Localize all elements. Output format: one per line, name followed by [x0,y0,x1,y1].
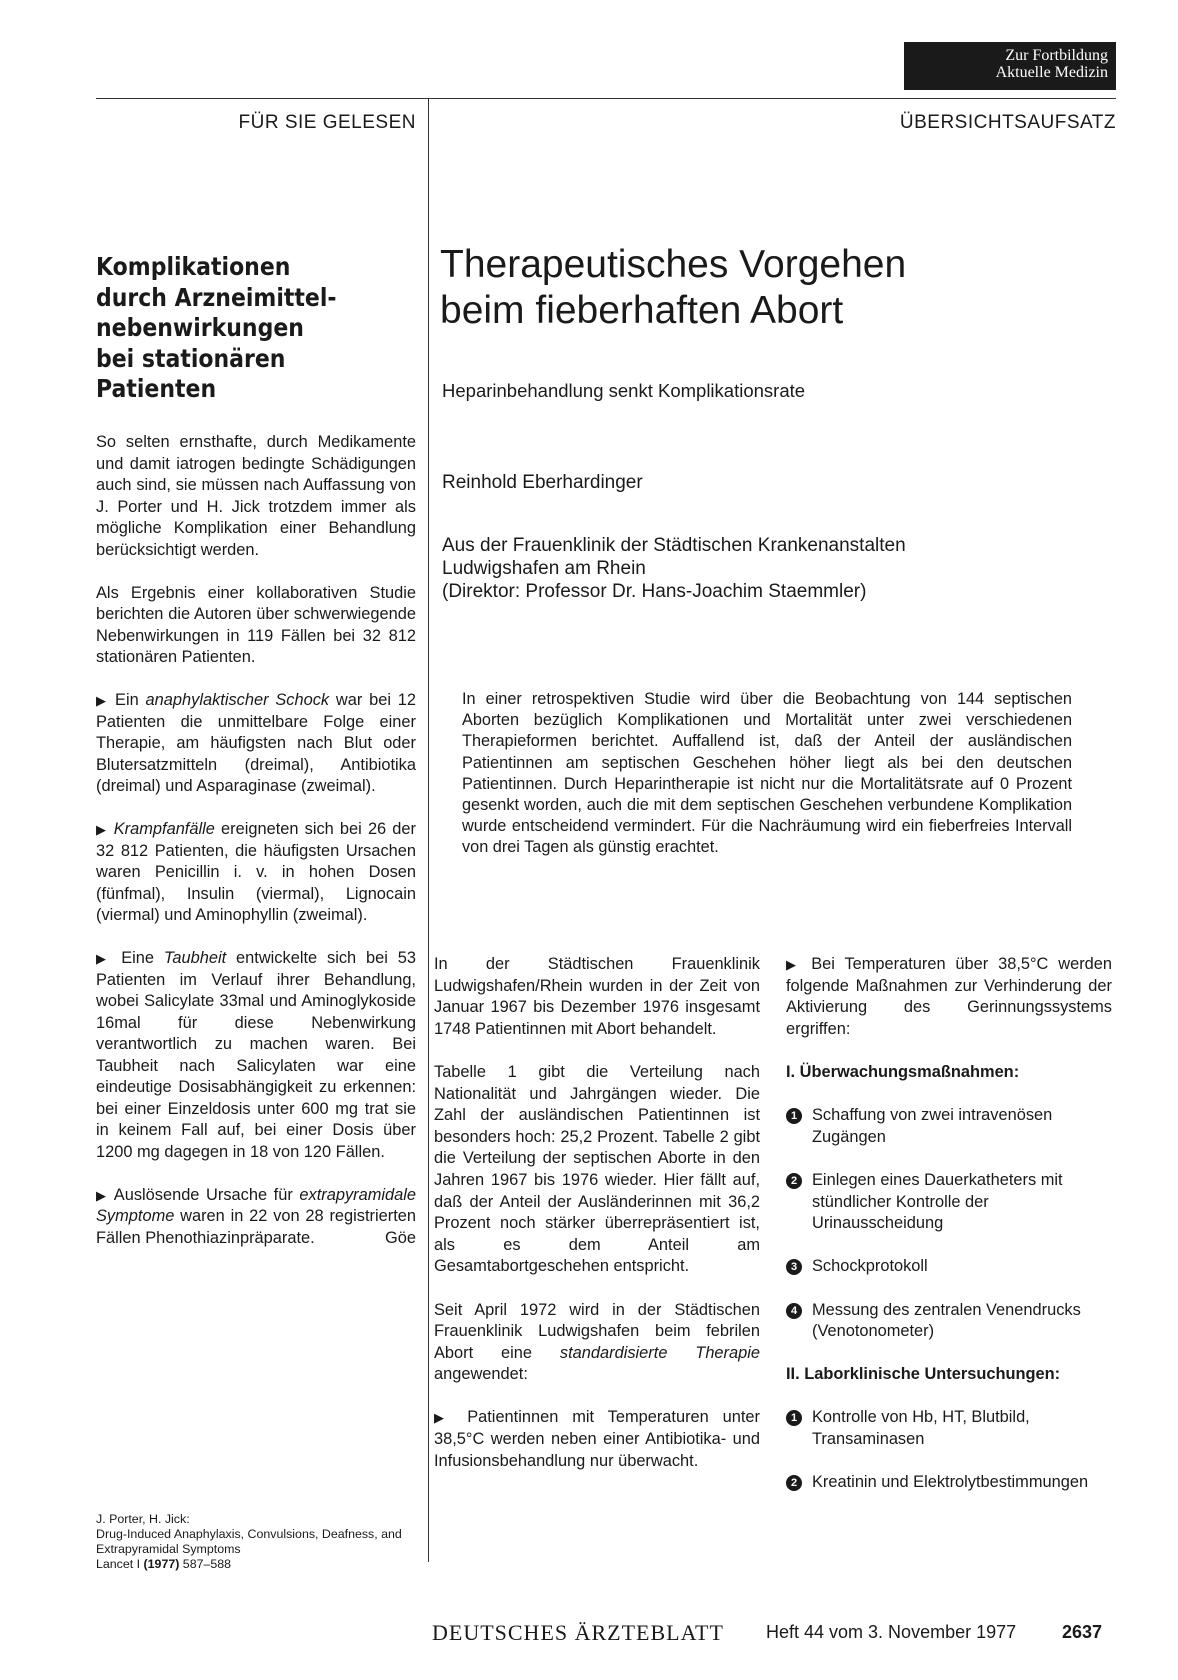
article-affiliation: Aus der Frauenklinik der Städtischen Krankenanstalten Ludwigshafen am Rhein (Direktor: Professor Dr. Hans-Joachim Staemmler) [442,535,906,602]
reference-title: Drug-Induced Anaphylaxis, Convulsions, Deafness, and Extrapyramidal Symptoms [96,1527,402,1556]
list-item: 3 Schockprotokoll [786,1256,1112,1278]
article-paragraph: In der Städtischen Frauenklinik Ludwigshafen/Rhein wurden in der Zeit von Januar 1967 bis Dezember 1976 insgesamt 1748 Patientinnen mit Abort behandelt. [434,955,760,1038]
page-number: 2637 [1062,1622,1103,1642]
banner-line-2: Aktuelle Medizin [995,64,1108,81]
article-paragraph: Seit April 1972 wird in der Städtischen Frauenklinik Ludwigshafen beim febrilen Abort eine standardisierte Therapie angewendet: [434,1300,760,1384]
list-item: 1 Schaffung von zwei intravenösen Zugängen [786,1105,1112,1148]
article-title: Therapeutisches Vorgehen beim fieberhaften Abort [440,243,907,332]
article-section-label: ÜBERSICHTSAUFSATZ [899,112,1116,133]
bullet-triangle-icon: ▶ [96,1187,109,1203]
list-item: 1 Kontrolle von Hb, HT, Blutbild, Transaminasen [786,1407,1112,1450]
reference-authors: J. Porter, H. Jick: [96,1512,190,1526]
sidebar-paragraph: So selten ernsthafte, durch Medikamente und damit iatrogen bedingte Schädigungen auch sind, sie müssen nach Auffassung von J. Porter und H. Jick trotzdem immer als mögliche Komplikation einer Behandlung berücksichtigt werden. [96,433,416,559]
number-badge-icon: 2 [786,1173,802,1189]
article-abstract: In einer retrospektiven Studie wird über die Beobachtung von 144 septischen Aborten bezüglich Komplikationen und Mortalität unter zwei verschiedenen Therapieformen berichtet. Auffallend ist, daß der Anteil der ausländischen Patientinnen am septischen Geschehen höher liegt als bei den deutschen Patientinnen. Durch Heparintherapie ist nicht nur die Mortalitätsrate auf 0 Prozent gesenkt worden, auch die mit dem septischen Geschehen verbundene Komplikation wurde entscheidend vermindert. Für die Nachräumung wird ein fieberfreies Intervall von drei Tagen als günstig erachtet. [462,690,1072,857]
number-badge-icon: 2 [786,1475,802,1491]
section-banner [904,42,1116,90]
sidebar-paragraph: ▶ Eine Taubheit entwickelte sich bei 53 Patienten im Verlauf ihrer Behandlung, wobei Salicylate 33mal und Aminoglykoside 16mal für diese Nebenwirkung verantwortlich zu machen waren. Bei Taubheit nach Salicylaten war eine eindeutige Dosisabhängigkeit zu erkennen: bei einer Einzeldosis unter 600 mg trat sie in keinem Fall auf, bei einer Dosis über 1200 mg dagegen in 18 von 120 Fällen. [96,949,416,1161]
sidebar-paragraph: ▶ Ein anaphylaktischer Schock war bei 12 Patienten die unmittelbare Folge einer Therapie, am häufigsten nach Blut oder Blutersatzmitteln (dreimal), Antibiotika (dreimal) und Asparaginase (zweimal). [96,691,416,795]
bullet-triangle-icon: ▶ [96,951,112,966]
sidebar-title-line: Patienten [96,374,217,403]
sidebar-paragraph: ▶ Auslösende Ursache für extrapyramidale Symptome waren in 22 von 28 registrierten Fällen Phenothiazinpräparate. Göe [96,1185,416,1250]
list-item: 2 Einlegen eines Dauerkatheters mit stündlicher Kontrolle der Urinausscheidung [786,1170,1112,1235]
sidebar-reference [96,1512,416,1572]
sidebar-paragraph: Als Ergebnis einer kollaborativen Studie berichten die Autoren über schwerwiegende Nebenwirkungen in 119 Fällen bei 32 812 stationären Patienten. [96,583,416,666]
journal-name: DEUTSCHES ÄRZTEBLATT [432,1620,724,1645]
number-badge-icon: 1 [786,1108,802,1124]
sidebar-body [96,432,416,1249]
sidebar-title [96,252,413,405]
article-paragraph: ▶ Bei Temperaturen über 38,5°C werden folgende Maßnahmen zur Verhinderung der Aktivierung des Gerinnungssystems ergriffen: [786,955,1113,1038]
list-item: 4 Messung des zentralen Venendrucks (Venotonometer) [786,1300,1112,1343]
issue-info: Heft 44 vom 3. November 1977 [766,1622,1017,1642]
reference-source: Lancet I (1977) 587–588 [96,1557,232,1571]
number-badge-icon: 3 [786,1259,802,1275]
banner-line-1: Zur Fortbildung [1005,47,1108,64]
number-badge-icon: 1 [786,1410,802,1426]
article-subtitle: Heparinbehandlung senkt Komplikationsrate [442,380,806,401]
author-initials: Göe [385,1228,416,1247]
sidebar-title-line: durch Arzneimittel- [96,282,337,312]
subheading-lab-tests: II. Laborklinische Untersuchungen: [786,1365,1061,1384]
subheading-monitoring: I. Überwachungsmaßnahmen: [786,1062,1020,1081]
article-paragraph: Tabelle 1 gibt die Verteilung nach Nationalität und Jahrgängen wieder. Die Zahl der ausländischen Patientinnen ist besonders hoch: 25,2 Prozent. Tabelle 2 gibt die Verteilung der septischen Aborte in den Jahren 1967 bis 1976 wieder. Hier fällt auf, daß der Anteil der Ausländerinnen mit 36,2 Prozent noch stärker überrepräsentiert ist, als es dem Anteil am Gesamtabortgeschehen entspricht. [434,1062,760,1276]
sidebar-title-line: Komplikationen [96,252,291,281]
list-item: 2 Kreatinin und Elektrolytbestimmungen [786,1472,1112,1494]
sidebar-title-line: bei stationären [96,343,286,373]
article-author: Reinhold Eberhardinger [442,472,643,493]
article-column-1 [434,954,760,1472]
bullet-triangle-icon: ▶ [434,1410,454,1426]
sidebar-section-label: FÜR SIE GELESEN [238,112,416,133]
number-badge-icon: 4 [786,1303,802,1319]
article-paragraph: ▶ Patientinnen mit Temperaturen unter 38,5°C werden neben einer Antibiotika- und Infusionsbehandlung nur überwacht. [434,1408,760,1470]
sidebar-paragraph: ▶ Krampfanfälle ereigneten sich bei 26 der 32 812 Patienten, die häufigsten Ursachen waren Penicillin i. v. in hohen Dosen (fünfmal), Insulin (viermal), Lignocain (viermal) und Aminophyllin (zweimal). [96,820,417,924]
bullet-triangle-icon: ▶ [96,822,108,837]
bullet-triangle-icon: ▶ [786,957,802,972]
article-column-2 [786,954,1112,1515]
sidebar-title-line: nebenwirkungen [96,313,304,342]
bullet-triangle-icon: ▶ [96,693,109,708]
header-rule [96,98,1116,99]
column-divider [428,98,429,1562]
